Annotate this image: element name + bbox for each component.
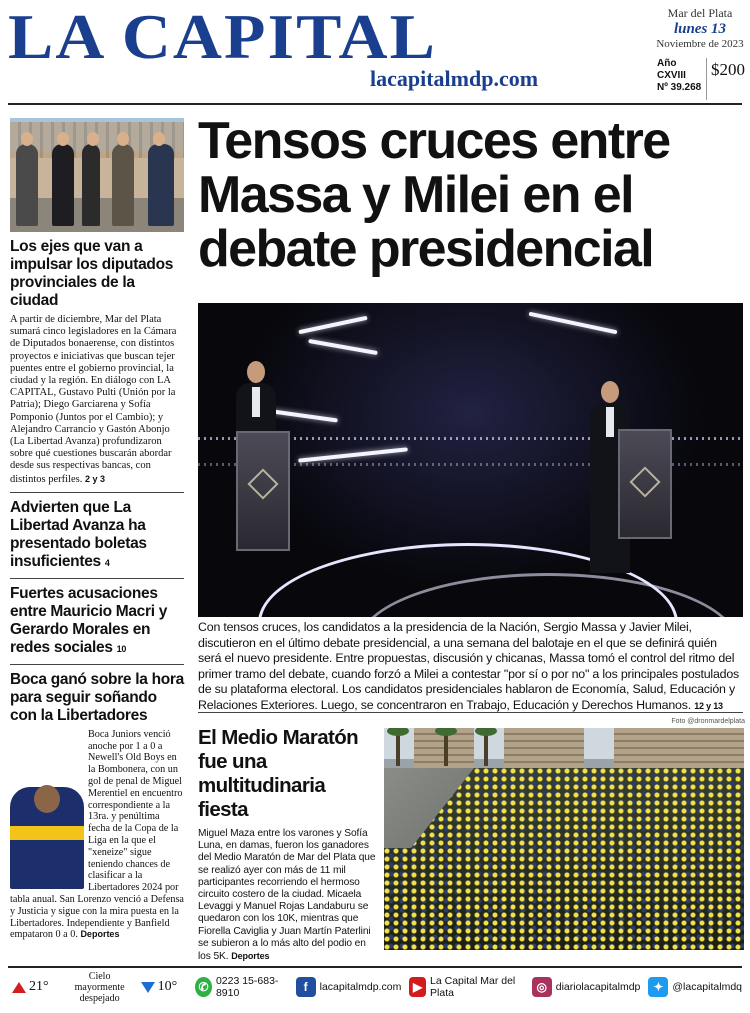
story-headline[interactable] [10, 585, 184, 658]
story-body [10, 729, 184, 941]
building [504, 728, 584, 772]
month-year: Noviembre de 2023 [656, 38, 744, 50]
story-headline[interactable]: Los ejes que van a impulsar los diputados provinciales de la ciudad [10, 238, 174, 309]
twitter-handle: @lacapitalmdq [672, 981, 742, 993]
temp-up-icon [12, 982, 26, 993]
twitter-icon: ✦ [648, 977, 668, 997]
story-boca[interactable] [10, 671, 184, 941]
temp-down-icon [141, 982, 155, 993]
footer [8, 972, 742, 1002]
whatsapp-link[interactable] [195, 975, 287, 999]
site-url[interactable]: lacapitalmdp.com [370, 66, 539, 91]
marathon-photo [384, 728, 744, 950]
whatsapp-number: 0223 15-683-8910 [215, 975, 279, 999]
main-caption [198, 620, 743, 715]
logo[interactable]: LA CAPITAL [8, 1, 437, 72]
youtube-handle: La Capital Mar del Plata [430, 975, 516, 999]
debate-photo [198, 303, 743, 617]
speaker-head [247, 361, 265, 383]
youtube-link[interactable] [409, 975, 523, 999]
building [614, 728, 744, 772]
story-headline-text: Advierten que La Libertad Avanza ha presentado boletas insuficientes [10, 498, 147, 570]
marathon-body [198, 828, 378, 963]
masthead [0, 0, 750, 104]
footer-rule [8, 966, 742, 968]
main-headline[interactable]: Tensos cruces entre Massa y Milei en el debate presidencial [198, 112, 670, 278]
temp-min: 10° [157, 979, 178, 994]
podium-emblem [629, 466, 660, 497]
caption-text: Con tensos cruces, los candidatos a la presidencia de la Nación, Sergio Massa y Javier Milei, discutieron en el último debate presidencial, a una semana del balotaje en el que se definirá quién será el nuevo presidente. Entre propuestas, discusión y chicanas, Massa tomó el control del ritmo del primer tramo del debate, cuando forzó a Milei a contestar "por sí o por no" a los principales postulados de su plataforma electoral. Los candidatos presidenciales hablaron de Economía, Salud, Educación y Relaciones Exteriores. Luego, se concentraron en Trabajo, Educación y Derechos Humanos. [198, 620, 740, 712]
page-ref[interactable]: 4 [104, 557, 110, 568]
story-headline[interactable]: Boca ganó sobre la hora para seguir soñando con la Libertadores [10, 670, 184, 724]
photo-credit: Foto @dronmardelplata [671, 718, 745, 725]
story-text: Boca Juniors venció anoche por 1 a 0 a Newell's Old Boys en la Bombonera, con un gol de penal de Miguel Merentiel en encuentro correspondiente a la 13ra. y penúltima fecha de la Copa de la Liga en la que el "xeneize" sigue teniendo chances de clasificar a la Libertadores 2024 por tabla anual. San Lorenzo venció a Defensa y Justicia y sigue con la mira puesta en la Libertadores. Independiente y Banfield empataron 0 a 0. [10, 728, 184, 941]
section-ref[interactable]: Deportes [231, 951, 270, 962]
player-head [34, 785, 60, 813]
section-ref[interactable]: Deportes [80, 929, 120, 940]
story-text: A partir de diciembre, Mar del Plata sumará cinco legisladores en la Cámara de Diputados bonaerense, con distintos proyectos e iniciativas que buscan tejer puentes entre el gobierno provincial, la ciudad y la región. En diálogo con LA CAPITAL, Gustavo Pulti (Unión por la Patria); Diego Garciarena y Sofía Pomponio (Juntos por el Cambio); y Alejandro Carrancio y Gastón Abonjo (La Libertad Avanza) profundizaron sobre qué cuestiones buscarán abordar desde sus respectivas bancas, con distintos perfiles. [10, 314, 177, 485]
left-column [10, 118, 184, 941]
story-macri-morales[interactable] [10, 585, 184, 658]
podium-left [236, 431, 290, 551]
city: Mar del Plata [667, 6, 733, 20]
instagram-handle: diariolacapitalmdp [555, 981, 641, 993]
speaker-shirt [606, 407, 614, 437]
twitter-link[interactable] [648, 977, 742, 997]
weekday: lunes 13 [673, 21, 727, 37]
edition-info [655, 58, 705, 94]
price: $200 [706, 58, 748, 100]
speaker-shirt [252, 387, 260, 417]
date-block [655, 6, 745, 50]
divider [10, 492, 184, 493]
year-label: Año CXVIII [657, 58, 686, 81]
story-headline[interactable] [10, 499, 184, 572]
temp-max: 21° [29, 979, 49, 994]
page-ref[interactable]: 2 y 3 [84, 473, 105, 484]
deputies-photo [10, 118, 184, 232]
story-body [10, 314, 184, 486]
person-figure [112, 144, 134, 226]
person-figure [148, 144, 174, 226]
facebook-icon: f [296, 977, 316, 997]
instagram-icon: ◎ [532, 977, 552, 997]
whatsapp-icon: ✆ [195, 977, 212, 997]
facebook-link[interactable] [296, 977, 402, 997]
palm-tree [444, 730, 448, 766]
player-photo [10, 787, 84, 889]
marathon-headline[interactable]: El Medio Maratón fue una multitudinaria fiesta [198, 726, 359, 821]
top-rule [8, 103, 742, 105]
page-ref[interactable]: 10 [116, 643, 127, 654]
issue-number: Nº 39.268 [657, 82, 702, 93]
marathon-text: Miguel Maza entre los varones y Sofía Luna, en damas, fueron los ganadores del Medio Maratón de Mar del Plata que se realizó ayer con más de 11 mil participantes recorriendo el hermoso circuito costero de la ciudad. Micaela Levaggi y Manuel Rojas Landaburu se quedaron con los 10K, mientras que Fiorella Caviglia y Juan Martín Paterlini se subieron a lo más alto del podio en los 5K. [198, 828, 376, 963]
person-figure [82, 144, 100, 226]
speaker-head [601, 381, 619, 403]
person-figure [16, 144, 38, 226]
page-ref[interactable]: 12 y 13 [694, 700, 723, 711]
divider [10, 664, 184, 665]
divider [198, 712, 743, 713]
podium-right [618, 429, 672, 539]
story-boletas[interactable] [10, 499, 184, 572]
palm-tree [484, 730, 488, 766]
youtube-icon: ▶ [409, 977, 426, 997]
story-deputies[interactable] [10, 238, 184, 486]
podium-emblem [247, 468, 278, 499]
facebook-handle: lacapitalmdp.com [319, 981, 402, 993]
story-headline-text: Fuertes acusaciones entre Mauricio Macri y Gerardo Morales en redes sociales [10, 584, 168, 656]
palm-tree [396, 730, 400, 766]
instagram-link[interactable] [532, 977, 641, 997]
sky-forecast: Cielo mayormente despejado [74, 970, 125, 1004]
person-figure [52, 144, 74, 226]
divider [10, 578, 184, 579]
